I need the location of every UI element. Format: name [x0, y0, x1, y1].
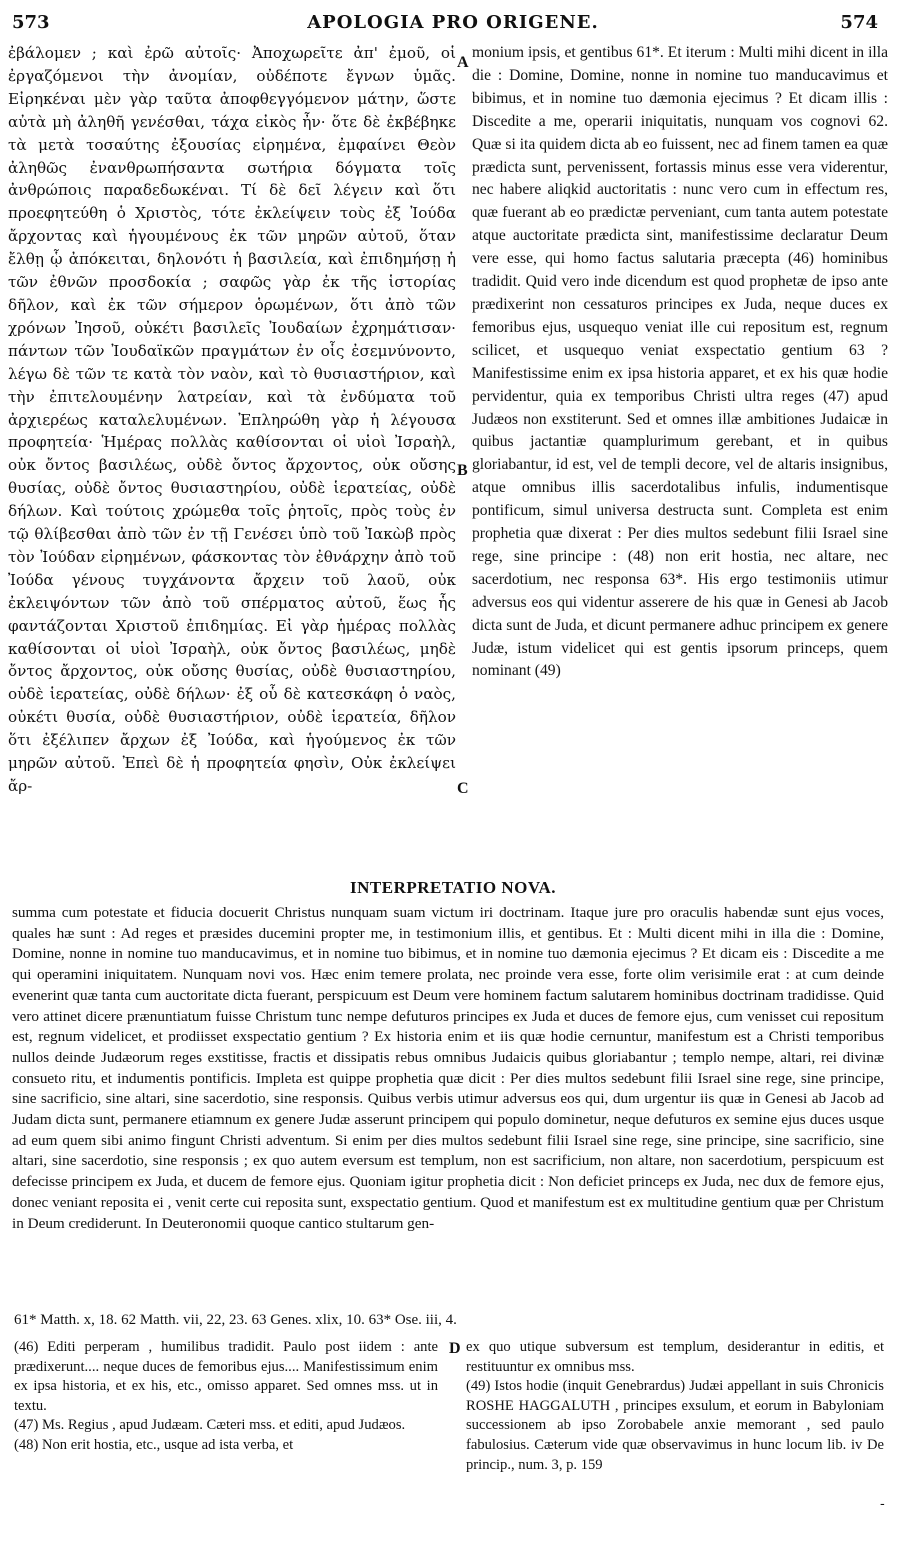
margin-marker-b: B [457, 462, 468, 479]
scripture-references: 61* Matth. x, 18. 62 Matth. vii, 22, 23. 63 Genes. xlix, 10. 63* Ose. iii, 4. [14, 1312, 457, 1328]
margin-marker-a: A [457, 54, 469, 71]
two-column-text [8, 42, 888, 877]
interpretatio-nova [12, 903, 884, 1234]
note-48: (48) Non erit hostia, etc., usque ad ista verba, et [14, 1436, 294, 1453]
notes-right-column [466, 1338, 884, 1475]
latin-column [472, 42, 888, 683]
interpretatio-text: summa cum potestate et fiducia docuerit Christus nunquam suam victum iri doctrinam. Itaque jure pro oraculis habendæ sunt ejus voces, quales hæ sunt : Ad reges et præsides ducemini propter me, in testimonium illis, et gentibus. Et : Multi dicent mihi in illa die : Domine, Domine, nonne in nomine tuo manducavimus, et in nomine tuo bibimus, et in nomine tuo dæmonia ejecimus ? Et dicam eis : Discedite a me qui operamini iniquitatem. Nunquam novi vos. Hæc enim temere prolata, nec proinde vera esse, forte olim verisimile erat : at cum deinde evenerint quæ tanta cum auctoritate dicta fuerant, perspicuum est Deum vere hominem factum salutarem hominibus doctrinam tradidisse. Quid vero attinet dicere prænuntiatum fuisse Christum tunc nempe defuturos principes ex Juda et duces de femore ejus, cum venisset cui repositum est, regnum videlicet, et prodiisset exspectatio gentium ? Ex historia enim et iis quæ hodie cernuntur, manifestum est a Christi temporibus nullos deinde Judæorum reges exstitisse, fractis et dissipatis rebus omnibus Judaicis quibus gloriabantur ; templo nempe, altari, rei divinæ consueto ritu, et indumentis pontificis. Impleta est quippe prophetia quæ dicit : Per dies multos sedebunt filii Israel sine rege, sine principe, sine sacrificio, sine altari, sine sacerdotio, sine responsis. Quibus verbis utimur adversus eos qui, dum urgentur iis quæ in Genesi ab Jacob ad Judam dicta sunt, permanere etiamnum ex genere Judæ asserunt principem qui populo dominetur, neque defuturos ex semine ejus duces usque ad eum quem sibi animo fingunt Christi adventum. Si enim per dies multos sedebunt filii Israel sine rege, sine principe, sine sacrificio, sine altari, sine sacerdotio, sine responsis ; ex quo autem eversum est templum, non est sacrificium, non altare, non sacerdotium, perspicuum est defecisse principem ex Juda, et ducem de femore ejus. Quoniam igitur prophetia dicit : Non deficiet princeps ex Juda, nec dux de femore ejus, donec veniant reposita ei , venit certe cui reposita sunt, exspectatio gentium. Quod et manifestum est ex multitudine gentium quæ per Christum in Deum crediderunt. In Deuteronomii quoque cantico stultarum gen- [12, 904, 884, 1232]
running-title: APOLOGIA PRO ORIGENE. [307, 12, 599, 33]
greek-column [8, 42, 456, 798]
note-47: (47) Ms. Regius , apud Judæam. Cæteri mss. et editi, apud Judæos. [14, 1417, 406, 1434]
notes-left-column [14, 1338, 438, 1456]
trailing-hyphen: - [880, 1496, 885, 1512]
section-title: INTERPRETATIO NOVA. [350, 878, 556, 897]
note-49: (49) Istos hodie (inquit Genebrardus) Judæi appellant in suis Chronicis ROSHE HAGGALUTH , principes exsulum, et eorum in Babyloniam successionem ab ipso Zorobabele anxie memorant , sed paulo fabulosius. Cæterum vide quæ observavimus in hunc locum lib. iv De princip., num. 3, p. 159 [466, 1378, 884, 1473]
page-number-right: 574 [840, 12, 878, 33]
page-number-left: 573 [12, 12, 50, 33]
note-48-continued: ex quo utique subversum est templum, desiderantur in editis, et restituuntur ex omnibus mss. [466, 1339, 884, 1375]
page-header [0, 8, 906, 42]
margin-marker-c: C [457, 780, 469, 797]
latin-text: monium ipsis, et gentibus 61*. Et iterum : Multi mihi dicent in illa die : Domine, Domine, nonne in nomine tuo manducavimus et bibimus, et in nomine tuo dæmonia ejecimus ? Et dicam illis : Discedite a me, operarii iniquitatis, nunquam vos cognovi 62. Quæ si ita quidem dicta ab eo fuissent, nec ad finem tamen ea quæ prædicta sunt, pervenissent, fortassis minus esse vera viderentur, nec habere aliqkid auctoritatis : nunc vero cum in effectum res, quæ fuerant ab eo prædictæ perveniant, cum tanta autem potestate atque auctoritate prædicta sint, manifestissime declaratur Deum vere esse, qui homo factus salutaria præcepta (46) hominibus tradidit. Quid vero inde dicendum est quod prophetæ de ipso ante prædixerint non cessaturos principes ex Juda, neque duces ex femoribus ejus, usquequo veniat ille cui repositum est, regnum scilicet, et usquequo veniat exspectatio gentium 63 ? Manifestissime enim ex ipsa historia apparet, et ex his quæ hodie pervidentur, quia ex temporibus Christi ultra reges (47) apud Judæos non exstiterunt. Sed et omnes illæ ambitiones Judaicæ in quibus jactantiæ quamplurimum gerebant, et in quibus gloriabantur, id est, vel de templi decore, vel de altaris insignibus, atque omnibus illis sacerdotalibus infulis, indumentisque pontificum, simul universa destructa sunt. Completa est enim prophetia quæ dixerat : Per dies multos sedebunt filii Israel sine rege, sine principe : (48) non erit hostia, nec altare, nec sacerdotium, nec responsa 63*. His ergo testimoniis utimur adversus eos qui videntur asserere de his quæ in Genesi ab Jacob dicta sunt de Juda, et dicunt permanere adhuc principem ex genere Judæ, istum videlicet qui est gentis ipsorum princeps, quem nominant (49) [472, 44, 888, 680]
note-46: (46) Editi perperam , humilibus tradidit. Paulo post iidem : ante prædixerunt.... neque duces de femoribus ejus.... Manifestissimum enim ex ipsa historia, et ex his, etc., omisso apparet. Sed omnes mss. ut in textu. [14, 1339, 438, 1414]
margin-marker-d: D [449, 1340, 461, 1357]
greek-text: ἐβάλομεν ; καὶ ἐρῶ αὐτοῖς· Ἀποχωρεῖτε ἀπ' ἐμοῦ, οἱ ἐργαζόμενοι τὴν ἀνομίαν, οὐδέποτε ἔγνων ὑμᾶς. Εἰρηκέναι μὲν γὰρ ταῦτα ἀποφθεγγόμενον μάτην, ὥστε αὐτὰ μὴ ἀληθῆ γενέσθαι, τάχα εἰκὸς ἦν· ὅτε δὲ ἐκβέβηκε τὰ μετὰ τοσαύτης ἐξουσίας εἰρημένα, ἐμφαίνει Θεὸν ἀληθῶς ἐνανθρωπήσαντα σωτήρια δόγματα τοῖς ἀνθρώποις παραδεδωκέναι. Τί δὲ δεῖ λέγειν καὶ ὅτι προεφητεύθη ὁ Χριστὸς, τότε ἐκλείψειν τοὺς ἐξ Ἰούδα ἄρχοντας καὶ ἡγουμένους ἐκ τῶν μηρῶν αὐτοῦ, ὅταν ἔλθῃ ᾧ ἀπόκειται, δηλονότι ἡ βασιλεία, καὶ ἐπιδημήσῃ ἡ τῶν ἐθνῶν προσδοκία ; σαφῶς γὰρ ἐκ τῆς ἱστορίας δῆλον, καὶ ἐκ τῶν σήμερον ὁρωμένων, ὅτι ἀπὸ τῶν χρόνων Ἰησοῦ, οὐκέτι βασιλεῖς Ἰουδαίων ἐχρημάτισαν· πάντων τῶν Ἰουδαϊκῶν πραγμάτων ἐν οἷς ἐσεμνύνοντο, λέγω δὲ τῶν τε κατὰ τὸν ναὸν, καὶ τὸ θυσιαστήριον, καὶ τὴν ἐπιτελουμένην λατρείαν, καὶ τὰ ἐνδύματα τοῦ ἀρχιερέως καταλελυμένων. Ἐπληρώθη γὰρ ἡ λέγουσα προφητεία· Ἡμέρας πολλὰς καθίσονται οἱ υἱοὶ Ἰσραὴλ, οὐκ ὄντος βασιλέως, οὐδὲ ὄντος ἄρχοντος, οὐκ οὔσης θυσίας, οὐδὲ ὄντος θυσιαστηρίου, οὐδὲ ἱερατείας, οὐδὲ δήλων. Καὶ τούτοις χρώμεθα τοῖς ῥητοῖς, πρὸς τοὺς ἐν τῷ θλίβεσθαι ἀπὸ τῶν ἐν τῇ Γενέσει ὑπὸ τοῦ Ἰακὼβ πρὸς τὸν Ἰούδαν εἰρημένων, φάσκοντας τὸν ἐθνάρχην ἀπὸ τοῦ Ἰούδα γένους τυγχάνοντα ἄρχειν τοῦ λαοῦ, οὐκ ἐκλειψόντων τῶν ἀπὸ τοῦ σπέρματος αὐτοῦ, ἕως ἧς φαντάζονται Χριστοῦ ἐπιδημίας. Εἰ γὰρ ἡμέρας πολλὰς καθίσονται οἱ υἱοὶ Ἰσραὴλ, οὐκ ὄντος βασιλέως, μηδὲ ὄντος ἄρχοντος, οὐκ οὔσης θυσίας, οὐδὲ θυσιαστηρίου, οὐδὲ ἱερατείας, οὐδὲ δήλων· ἐξ οὗ δὲ κατεσκάφη ὁ ναὸς, οὐκέτι θυσία, οὐδὲ θυσιαστήριον, οὐδὲ ἱερατεία, δῆλον ὅτι ἐξέλιπεν ἄρχων ἐξ Ἰούδα, καὶ ἡγούμενος ἐκ τῶν μηρῶν αὐτοῦ. Ἐπεὶ δὲ ἡ προφητεία φησὶν, Οὐκ ἐκλείψει ἄρ- [8, 44, 456, 795]
